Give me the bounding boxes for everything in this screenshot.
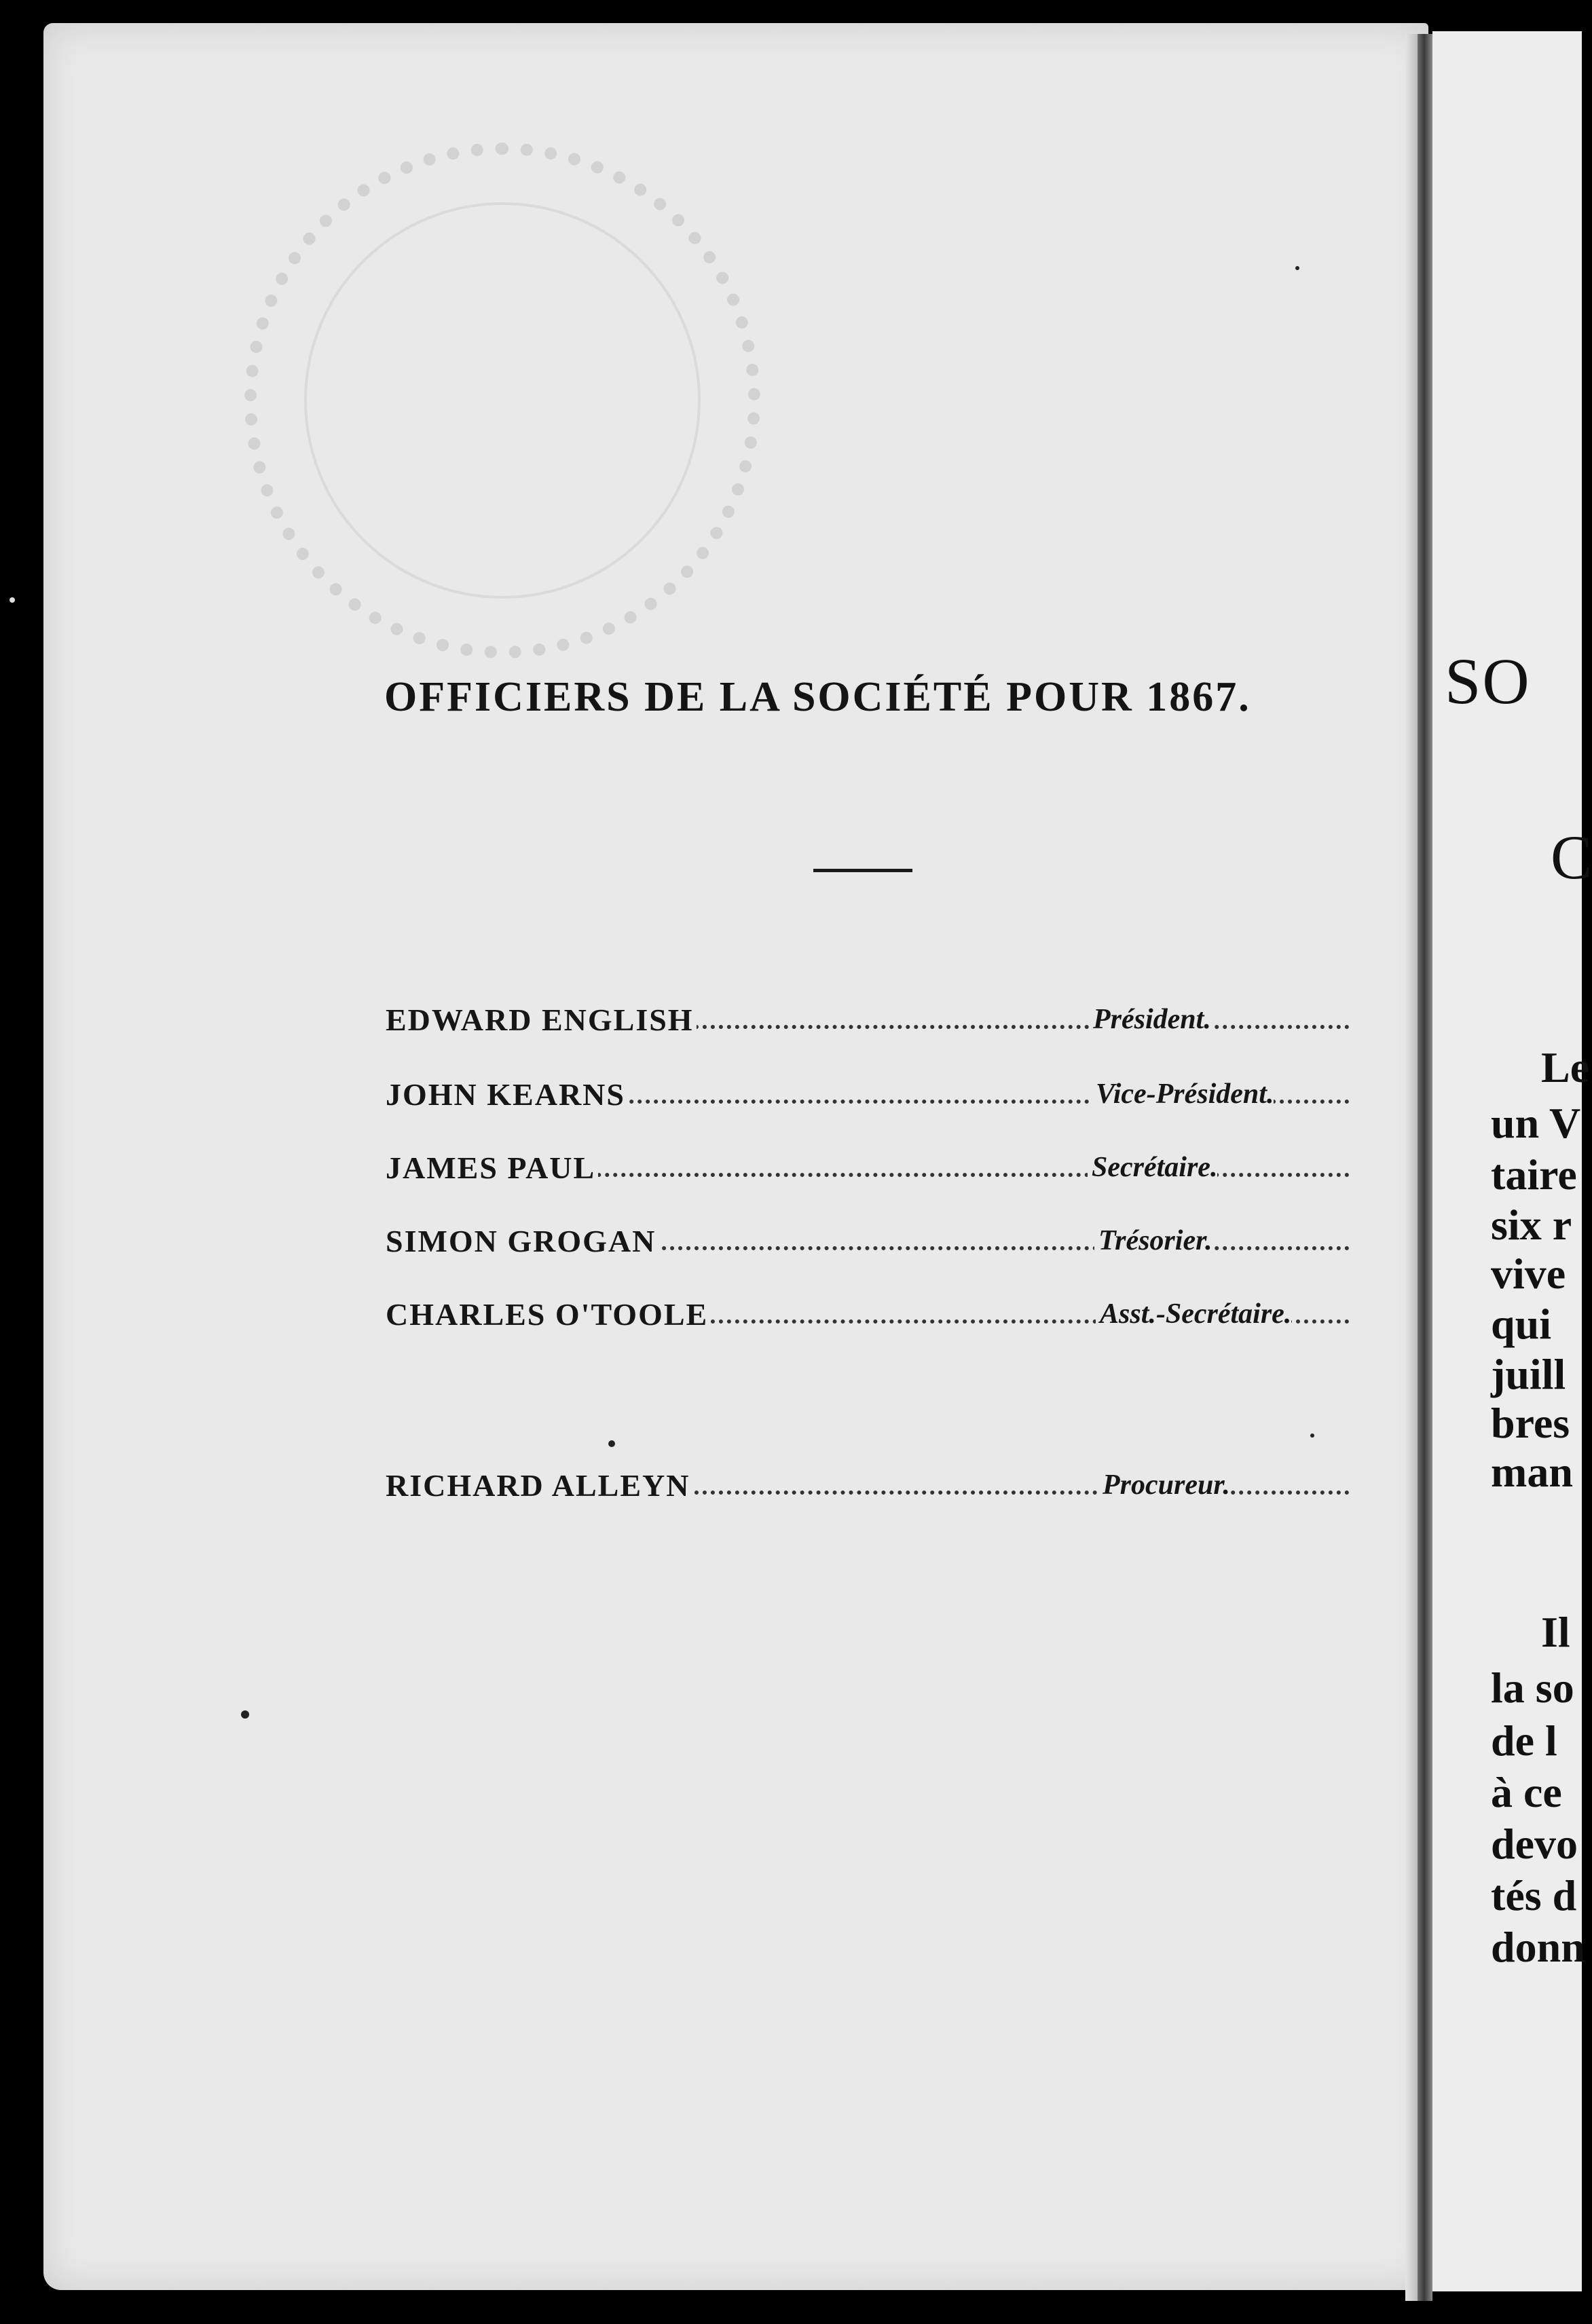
officer-name: SIMON GROGAN: [386, 1223, 659, 1259]
officer-title: Trésorier.: [1094, 1224, 1212, 1257]
officer-title: Vice-Président.: [1092, 1078, 1274, 1110]
right-page-fragment: juill: [1491, 1350, 1566, 1398]
officer-name: CHARLES O'TOOLE: [386, 1296, 711, 1332]
right-page-fragment: vive: [1491, 1250, 1566, 1298]
page-fold-shadow: [1405, 34, 1419, 2301]
ink-speck: [608, 1440, 615, 1447]
officer-row: [386, 1076, 1350, 1124]
right-page-fragment: Le: [1541, 1043, 1590, 1091]
officer-title: Secrétaire.: [1088, 1151, 1217, 1184]
bleed-through-line: [516, 346, 534, 393]
right-page-fragment: SO: [1445, 645, 1531, 717]
embossed-seal-inner-ring: [304, 202, 701, 599]
officer-title: Président.: [1089, 1003, 1211, 1036]
right-page-fragment: Il: [1541, 1608, 1570, 1656]
right-page-fragment: à ce: [1491, 1768, 1562, 1816]
right-page-fragment: bres: [1491, 1399, 1570, 1447]
officer-row: [386, 1467, 1350, 1515]
right-page-fragment: qui: [1491, 1300, 1551, 1348]
officer-title: Asst.-Secrétaire.: [1096, 1298, 1291, 1330]
right-page-fragment: tés d: [1491, 1871, 1577, 1919]
officer-row: [386, 1296, 1350, 1344]
right-page-fragment: la so: [1491, 1664, 1574, 1712]
embossed-seal: [244, 143, 760, 658]
ink-speck: [1310, 1433, 1314, 1438]
page-gutter: [1418, 34, 1432, 2301]
officer-row: [386, 1150, 1350, 1197]
divider-rule: [813, 869, 912, 872]
right-page-fragment: man: [1491, 1448, 1573, 1496]
right-page-fragment: C: [1551, 823, 1592, 892]
ink-speck: [1295, 266, 1299, 270]
officer-name: JOHN KEARNS: [386, 1076, 628, 1112]
officer-title: Procureur.: [1098, 1469, 1230, 1501]
right-page-fragment: un V: [1491, 1099, 1581, 1147]
ink-speck: [241, 1710, 249, 1719]
right-page-fragment: de l: [1491, 1717, 1557, 1765]
right-page-fragment: six r: [1491, 1201, 1572, 1249]
officer-name: EDWARD ENGLISH: [386, 1002, 697, 1038]
paper-speck: [10, 597, 15, 603]
right-page-fragment: devo: [1491, 1820, 1578, 1868]
officer-row: [386, 1002, 1350, 1049]
officer-row: [386, 1223, 1350, 1271]
page-title: OFFICIERS DE LA SOCIÉTÉ POUR 1867.: [384, 674, 1251, 720]
right-page-fragment: donn: [1491, 1923, 1585, 1971]
officer-name: RICHARD ALLEYN: [386, 1467, 692, 1503]
officer-name: JAMES PAUL: [386, 1150, 598, 1186]
right-page-fragment: taire: [1491, 1150, 1577, 1199]
